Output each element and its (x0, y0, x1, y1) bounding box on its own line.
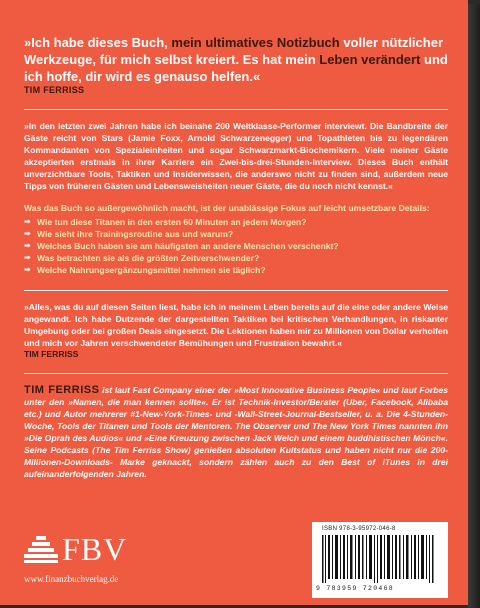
author-name: TIM FERRISS (24, 384, 100, 396)
publisher-logo (24, 532, 144, 566)
isbn-barcode-box (312, 522, 448, 598)
list-item (24, 264, 448, 276)
question-text: Was betrachten sie als die größten Zeitverschwender? (37, 253, 260, 263)
question-text: Welche Nahrungsergänzungsmittel nehmen sie täglich? (37, 265, 266, 275)
arrow-right-icon: ➡ (24, 253, 31, 262)
arrow-right-icon: ➡ (24, 229, 31, 238)
focus-paragraph: Was das Buch so außergewöhnlich macht, ist der unablässige Fokus auf leicht umsetzbare Details: (24, 203, 430, 213)
barcode-icon (320, 535, 438, 583)
question-list (24, 216, 448, 276)
section-divider (24, 290, 448, 291)
fbv-logo-icon (24, 534, 58, 564)
book-spine-shadow (468, 4, 480, 608)
cover-footer (24, 520, 448, 600)
list-item (24, 228, 448, 240)
top-quote (24, 34, 448, 85)
list-item (24, 216, 448, 228)
question-text: Wie tun diese Titanen in den ersten 60 Minuten an jedem Morgen? (37, 217, 307, 227)
section-divider (24, 373, 448, 374)
intro-paragraph: »In den letzten zwei Jahren habe ich beinahe 200 Weltklasse-Performer interviewt. Die Bandbreite der Gäste reicht von Stars (Jamie Foxx, Arnold Schwarzenegger) und Topathleten bis zu legendären Kommandanten von Spezialeinheiten und sogar Schwarzmarkt-Biochemikern. Viele meiner Gäste akzeptierten erstmals in ihrer Karriere ein Zwei-bis-drei-Stunden-Interview. Dieses Buch enthält unverzichtbare Tools, Taktiken und Insiderwissen, die anderswo nicht zu finden sind, außerdem neue Tipps von früheren Gästen und Lebensweisheiten neuer Gäste, die du noch nicht kennst.« (24, 121, 448, 191)
arrow-right-icon: ➡ (24, 217, 31, 226)
list-item (24, 240, 448, 252)
author-bio-text: ist laut Fast Company einer der »Most Innovative Business People« und laut Forbes unter den »Namen, die man kennen sollte«. Er ist Technik-Investor/Berater (Uber, Facebook, Alibaba etc.) und Autor mehrerer #1-New-York-Times- und -Wall-Street-Journal-Bestseller, u. a. Die 4-Stunden-Woche, Tools der Titanen und Tools der Mentoren. The Observer und The New York Times nannten ihn »Die Oprah des Audios« und »Eine Kreuzung zwischen Jack Welch und einem buddhistischen Mönch«. Seine Podcasts (The Tim Ferriss Show) genießen absoluten Kultstatus und haben nicht nur die 200-Millionen-Downloads- Marke geknackt, sondern zählen auch zu den Best of iTunes in drei aufeinanderfolgenden Jahren. (24, 385, 449, 479)
author-bio (24, 384, 448, 480)
isbn-label: ISBN 978-3-95972-046-8 (322, 526, 396, 532)
publisher-website: www.finanzbuchverlag.de (24, 574, 119, 584)
top-quote-part-1: »Ich habe dieses Buch, (24, 35, 172, 50)
barcode-digits: 9 783959 720468 (316, 585, 395, 592)
arrow-right-icon: ➡ (24, 241, 31, 250)
section-divider (24, 109, 448, 110)
top-quote-highlight-1: mein ultimatives Notizbuch (171, 35, 340, 50)
top-quote-highlight-2: Leben verändert (319, 52, 421, 67)
question-text: Welches Buch haben sie am häufigsten an andere Menschen verschenkt? (37, 241, 339, 251)
question-text: Wie sieht ihre Trainingsroutine aus und warum? (37, 229, 234, 239)
list-item (24, 252, 448, 264)
top-quote-part-3: und ich hoffe, dir wird es genauso helfen.« (24, 52, 448, 84)
arrow-right-icon: ➡ (24, 265, 31, 274)
top-quote-part-2: voller nützlicher Werkzeuge, für mich selbst kreiert. Es hat mein (24, 35, 444, 67)
publisher-name: FBV (62, 530, 128, 567)
bottom-quote-attribution: TIM FERRISS (24, 349, 79, 359)
top-quote-attribution: TIM FERRISS (24, 85, 85, 95)
bottom-quote: »Alles, was du auf diesen Seiten liest, habe ich in meinem Leben bereits auf die eine oder andere Weise angewandt. Ich habe Dutzende der dargestellten Taktiken bei kritischen Verhandlungen, in riskanter Umgebung oder bei großen Deals eingesetzt. Die Lektionen haben mir zu Millionen von Dollar verholfen und mich vor Jahren verschwendeter Bemühungen und Frustration bewahrt.« (24, 302, 448, 348)
